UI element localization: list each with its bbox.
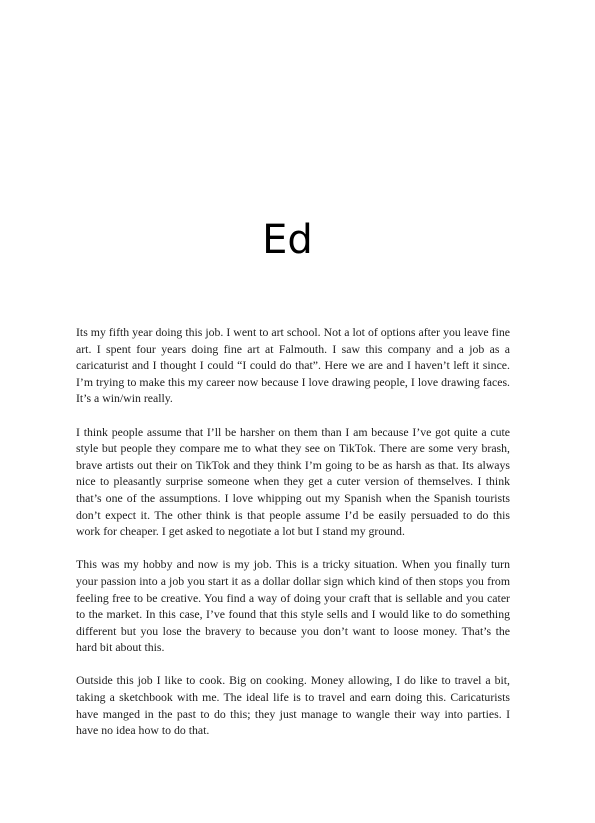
paragraph-1: Its my fifth year doing this job. I went to art school. Not a lot of options after you leave fine art. I spent four years doing fine art at Falmouth. I saw this company and a job as a caricaturist and I thought I could “I could do that”. Here we are and I haven’t left it since. I’m trying to make this my career now because I love drawing people, I love drawing faces. It’s a win/win really. (76, 325, 510, 406)
body-text (76, 324, 510, 755)
page-title: Ed (262, 217, 313, 263)
paragraph-2: I think people assume that I’ll be harsher on them than I am because I’ve got quite a cute style but people they compare me to what they see on TikTok. There are some very brash, brave artists out their on TikTok and they think I’m going to be as harsh as that. Its always nice to pleasantly surprise someone when they get a cuter version of themselves. I think that’s one of the assumptions. I love whipping out my Spanish when the Spanish tourists don’t expect it. The other think is that people assume I’d be easily persuaded to do this work for cheaper. I get asked to negotiate a lot but I stand my ground. (76, 424, 510, 539)
paragraph-3: This was my hobby and now is my job. This is a tricky situation. When you finally turn your passion into a job you start it as a dollar dollar sign which kind of then stops you from feeling free to be creative. You find a way of doing your craft that is sellable and you cater to the market. In this case, I’ve found that this style sells and I would like to do something different but you lose the bravery to because you don’t want to loose money. That’s the hard bit about this. (76, 557, 510, 655)
paragraph-4: Outside this job I like to cook. Big on cooking. Money allowing, I do like to travel a bit, taking a sketchbook with me. The ideal life is to travel and earn doing this. Caricaturists have manged in the past to do this; they just manage to wangle their way into parties. I have no idea how to do that. (76, 673, 510, 738)
